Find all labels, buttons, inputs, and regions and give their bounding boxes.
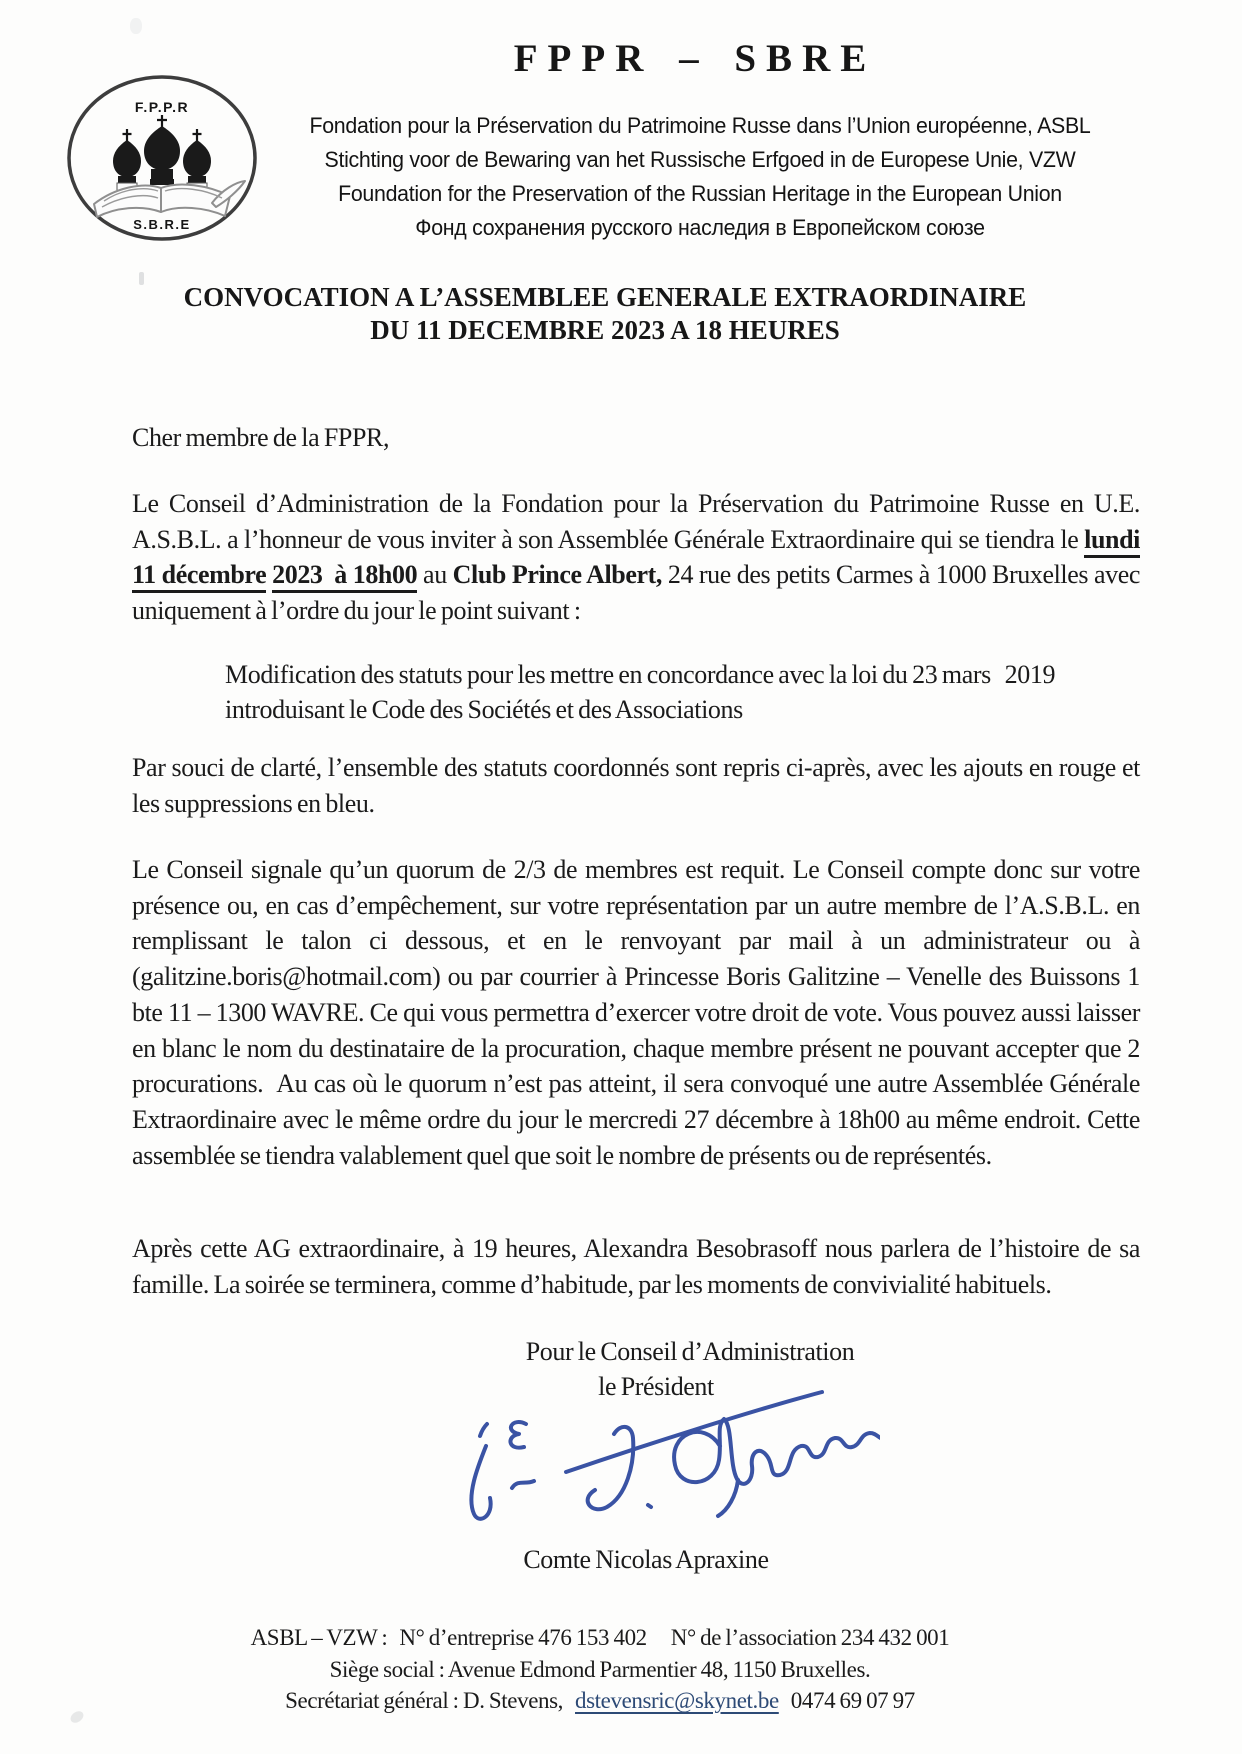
meeting-date-part2: 2023 à 18h00 <box>272 560 417 593</box>
convocation-heading-line1: CONVOCATION A L’ASSEMBLEE GENERALE EXTRAORDINAIRE <box>183 282 1027 312</box>
org-name-dutch: Stichting voor de Bewaring van het Russische Erfgoed in de Europese Unie, VZW <box>324 147 1076 172</box>
logo-bottom-text: S.B.R.E <box>133 217 191 232</box>
evening-paragraph: Après cette AG extraordinaire, à 19 heures, Alexandra Besobrasoff nous parlera de l’histoire de sa famille. La soirée se terminera, comme d’habitude, par les moments de convivialité habituels. <box>132 1234 1140 1299</box>
convocation-heading <box>0 281 1210 347</box>
scan-artifact <box>130 18 142 34</box>
closing-line-council: Pour le Conseil d’Administration <box>525 1337 855 1366</box>
invitation-lead: Le Conseil d’Administration de la Fondation pour la Préservation du Patrimoine Russe en U.E. A.S.B.L. a l’honneur de vous inviter à son Assemblée Générale Extraordinaire qui se tiendra le <box>132 489 1140 554</box>
salutation: Cher membre de la FPPR, <box>132 423 390 452</box>
org-title: FPPR – SBRE <box>513 37 877 80</box>
fppr-logo <box>64 74 260 242</box>
logo-top-text: F.P.P.R <box>134 99 190 115</box>
convocation-heading-line2: DU 11 DECEMBRE 2023 A 18 HEURES <box>370 315 840 345</box>
footer-secretary-phone: 0474 69 07 97 <box>790 1688 915 1713</box>
footer <box>132 1622 1140 1717</box>
logo-emblem-icon <box>64 74 260 242</box>
secretary-email-link[interactable]: dstevensric@skynet.be <box>575 1688 779 1713</box>
agenda-item-line1: Modification des statuts pour les mettre en concordance avec la loi du 23 mars 2019 <box>225 660 1056 689</box>
agenda-item-line2: introduisant le Code des Sociétés et des Associations <box>225 695 743 724</box>
invitation-tail: 24 rue des petits Carmes à 1000 Bruxelles avec uniquement à l’ordre du jour le point suivant : <box>132 560 1140 625</box>
footer-line-secretary <box>132 1685 1140 1717</box>
footer-enterprise-number: N° d’entreprise 476 153 402 <box>399 1625 647 1650</box>
org-name-french: Fondation pour la Préservation du Patrimoine Russe dans l’Union européenne, ASBL <box>309 113 1091 138</box>
footer-line-address: Siège social : Avenue Edmond Parmentier 48, 1150 Bruxelles. <box>329 1656 871 1682</box>
handwritten-signature-icon <box>450 1384 880 1544</box>
closing-line-president: le Président <box>598 1372 714 1401</box>
org-name-russian: Фонд сохранения русского наследия в Европейском союзе <box>415 215 985 240</box>
meeting-date-part1: lundi 11 décembre <box>132 525 1140 594</box>
signatory-name: Comte Nicolas Apraxine <box>523 1545 769 1574</box>
meeting-venue: Club Prince Albert, <box>452 560 662 589</box>
footer-line-registration <box>132 1622 1140 1654</box>
agenda-item <box>132 657 1233 727</box>
invitation-mid: au <box>417 560 453 589</box>
signature-nicolas-apraxine <box>450 1384 880 1544</box>
scan-artifact <box>68 1709 85 1725</box>
clarity-paragraph: Par souci de clarté, l’ensemble des statuts coordonnés sont repris ci-après, avec les ajouts en rouge et les suppressions en bleu. <box>132 753 1140 818</box>
footer-association-number: N° de l’association 234 432 001 <box>670 1625 950 1650</box>
org-name-block <box>275 109 1125 245</box>
org-name-english: Foundation for the Preservation of the Russian Heritage in the European Union <box>338 181 1062 206</box>
invitation-paragraph <box>132 486 1140 628</box>
quorum-paragraph: Le Conseil signale qu’un quorum de 2/3 de membres est requit. Le Conseil compte donc sur votre présence ou, en cas d’empêchement, sur votre représentation par un autre membre de l’A.S.B.L. en remplissant le talon ci dessous, et en le renvoyant par mail à un administrateur ou à (galitzine.boris@hotmail.com) ou par courrier à Princesse Boris Galitzine – Venelle des Buissons 1 bte 11 – 1300 WAVRE. Ce qui vous permettra d’exercer votre droit de vote. Vous pouvez aussi laisser en blanc le nom du destinataire de la procuration, chaque membre présent ne pouvant accepter que 2 procurations. Au cas où le quorum n’est pas atteint, il sera convoqué une autre Assemblée Générale Extraordinaire avec le même ordre du jour le mercredi 27 décembre à 18h00 au même endroit. Cette assemblée se tiendra valablement quel que soit le nombre de présents ou de représentés. <box>132 855 1140 1170</box>
footer-asbl-vzw-label: ASBL – VZW : <box>250 1625 388 1650</box>
footer-secretary-label: Secrétariat général : D. Stevens, <box>285 1688 564 1713</box>
